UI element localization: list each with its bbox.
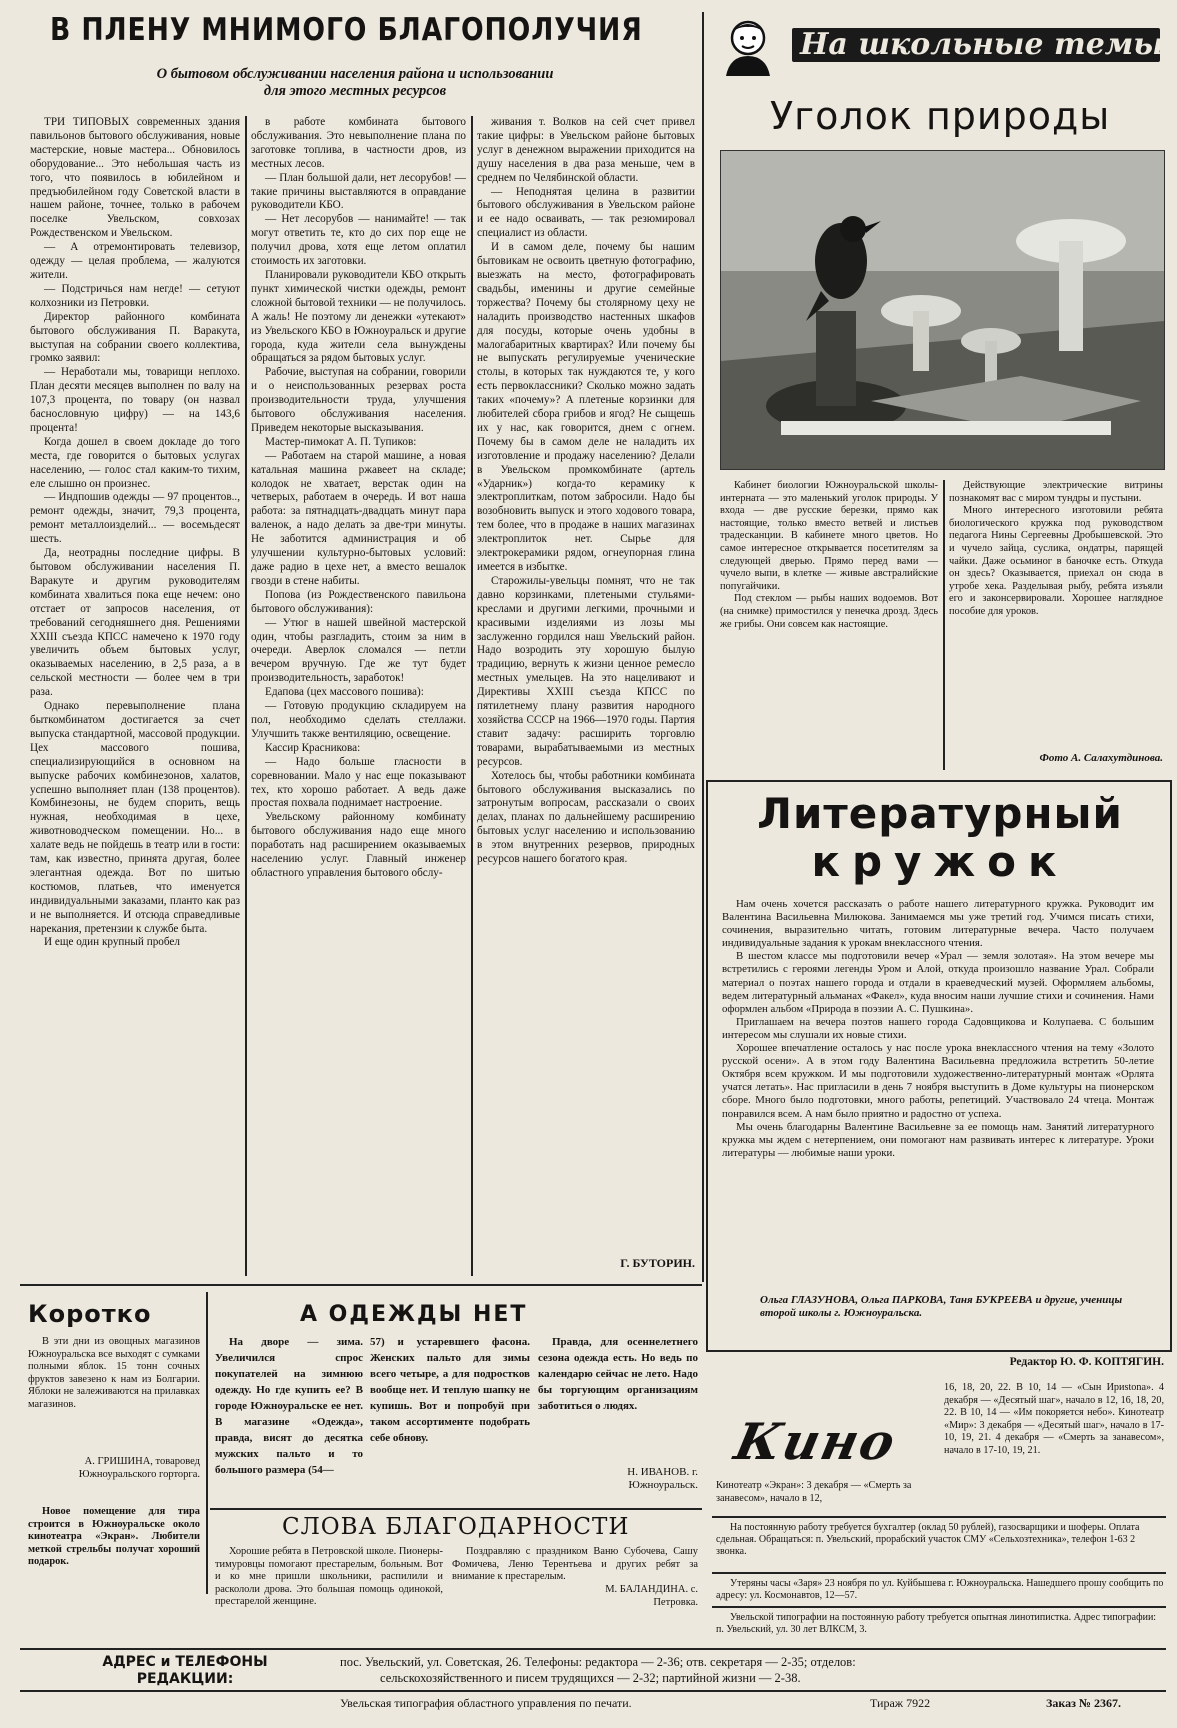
main-article-paragraph: — Неподнятая целина в развитии бытового обслуживания в Увельском районе и ее надо осваивать, — так резюмировал специалист из области. — [477, 185, 695, 240]
footer-circulation: Тираж 7922 — [870, 1696, 931, 1710]
footer-printer: Увельская типография областного управления по печати. — [340, 1696, 632, 1710]
footer-label-1: АДРЕС и ТЕЛЕФОНЫ — [102, 1654, 268, 1670]
footer-label-2: РЕДАКЦИИ: — [136, 1671, 234, 1687]
ad-lost-watch: Утеряны часы «Заря» 23 ноября по ул. Куйбышева г. Южноуральска. Нашедшего прошу сообщить по адресу: ул. Космонавтов, 12—57. — [716, 1578, 1164, 1601]
section-divider — [702, 12, 704, 1282]
footer-divider — [20, 1648, 1166, 1650]
main-article-paragraph: — План большой дали, нет лесорубов! — такие причины выставляются в оправдание руководители КБО. — [251, 171, 466, 212]
clothes-column-1 — [215, 1334, 363, 1500]
clothes-signature: Н. ИВАНОВ. г. Южноуральск. — [627, 1466, 698, 1491]
gratitude-title: СЛОВА БЛАГОДАРНОСТИ — [282, 1514, 630, 1540]
main-article-paragraph: Мастер-пимокат А. П. Тупиков: — [265, 435, 417, 448]
ads-divider — [712, 1516, 1166, 1518]
main-article-paragraph: — А отремонтировать телевизор, одежду — целая проблема, — жалуются жители. — [30, 241, 240, 281]
clothes-column-2 — [370, 1334, 530, 1500]
column-divider — [471, 116, 473, 1276]
column-divider — [943, 480, 945, 770]
literary-circle-text — [722, 898, 1154, 1306]
korotko-item-1 — [28, 1336, 200, 1452]
main-article-column-2 — [251, 116, 466, 1272]
gratitude-text-2: Поздравляю с праздником Ваню Субочева, Сашу Фомичева, Леню Терентьева и других ребят за внимание к престарелым. — [452, 1546, 698, 1583]
literary-circle-paragraph: Приглашаем на вечера поэтов нашего города Садовщикова и Колупаева. С большим интересом мы слушали их новые стихи. — [722, 1015, 1154, 1041]
main-article-subtitle — [40, 66, 670, 100]
subtitle-line-2: для этого местных ресурсов — [263, 83, 447, 99]
main-article-paragraph: — Утюг в нашей швейной мастерской один, чтобы разгладить, стоим за ним в очереди. Аверлок сломался — петли вечером вручную. Где же тут будет производительность, заработок! — [251, 616, 466, 685]
main-article-paragraph: — Подстричься нам негде! — сетуют колхозники из Петровки. — [30, 282, 240, 309]
nature-corner-photo — [720, 150, 1165, 470]
main-article-paragraph: Планировали руководители КБО открыть пункт химической чистки одежды, ремонт сложной бытовой техники — не получилось. А жаль! Не поэтому ли денежки «утекают» из Увельского КБО в Южноуральск и другие города, куда жители села вынуждены обращаться за рядом бытовых услуг. — [251, 268, 466, 365]
footer-address — [340, 1654, 1164, 1686]
nature-corner-paragraph: Кабинет биологии Южноуральской школы-интерната — это маленький уголок природы. У входа — две русские березки, прямо как настоящие, только вместо ветвей и листьев традесканции. В кабинете много цветов. Но самое интересное открывается посетителям за следующей дверью. Прямо перед вами — чучело выпи, в клетке — живые австралийские попугайчики. — [720, 480, 938, 592]
main-article-paragraph: живания т. Волков на сей счет привел такие цифры: в Увельском районе бытовых услуг в денежном выражении приходится на душу населения в два раза меньше, чем в среднем по Челябинской области. — [477, 116, 695, 184]
clothes-article-title: А ОДЕЖДЫ НЕТ — [300, 1302, 528, 1327]
nature-corner-paragraph: Действующие электрические витрины познакомят вас с миром тундры и пустыни. — [949, 480, 1163, 504]
editor-line: Редактор Ю. Ф. КОПТЯГИН. — [1009, 1356, 1164, 1368]
main-article-paragraph: — Надо больше гласности в соревновании. Мало у нас еще показывают тех, кто хорошо работает. А ведь даже простая похвала поднимает настроение. — [251, 755, 466, 810]
ads-divider — [712, 1572, 1166, 1574]
nature-corner-paragraph: Под стеклом — рыбы наших водоемов. Вот (на снимке) примостился у пенечка дрозд. Здесь же грибы. Они совсем как настоящие. — [720, 593, 938, 630]
main-article-paragraph: Да, неотрадны последние цифры. В бытовом обслуживании населения П. Варакуте и другим руководителям комбината хвалиться пока еще нечем: оно отстает от запросов населения, от требований сегодняшнего дня. Решениями XXIII съезда КПСС намечено к 1970 году увеличить объем бытовых услуг, оказываемых населению, в 2,5 раза, а в сельской местности — более чем в три раза. — [30, 547, 240, 699]
main-article-paragraph: Хотелось бы, чтобы работники комбината бытового обслуживания высказались по затронутым вопросам, рассказали о своих делах, планах по дальнейшему расширению бытовых услуг населению и использованию в этом внутренних резервов, природных ресурсов нашего богатого края. — [477, 769, 695, 866]
korotko-text-2: Новое помещение для тира строится в Южноуральске около кинотеатра «Экран». Любители меткой стрельбы получат хороший подарок. — [28, 1506, 200, 1568]
footer-line-2: сельскохозяйственного и писем трудящихся — 2-32; партийной жизни — 2-38. — [380, 1671, 801, 1685]
gratitude-signature: М. БАЛАНДИНА. с. Петровка. — [605, 1584, 698, 1608]
main-article-paragraph: — Работаем на старой машине, а новая катальная машина ржавеет на складе; колодок не хватает, верстак один на четверых, работаем в очередь. И вот наша работа: за пятнадцать-двадцать минут пара валенок, а надо делать за две-три минуты. Не заботится администрация и об улучшении культурно-бытовых условий: даже радио в цехе нет, а вместо вешалок гвозди в стене набиты. — [251, 449, 466, 587]
main-article-paragraph: — Индпошив одежды — 97 процентов.., ремонт одежды, значит, 79,3 процента, ремонт металлоизделий... — восемьдесят шесть. — [30, 491, 240, 546]
nature-corner-paragraph: Много интересного изготовили ребята биологического кружка под руководством педагога Нины Сергеевны Дробышевской. Это и чучело зайца, суслика, ондатры, парящей чайки. Даже осьминог в баночке есть. Откуда он здесь? Оказывается, приехал он сюда в утробе хека. Разделывая рыбу, ребята изъяли его и законсервировали. Хорошее наглядное пособие для уроков. — [949, 505, 1163, 617]
thrush-bird-on-stump-photo-icon — [721, 151, 1164, 469]
korotko-text-1: В эти дни из овощных магазинов Южноуральска все выходят с сумками полными яблок. 15 тонн сочных фруктов завезено к нам из Болгарии. Яблоки не залеживаются на прилавках магазинов. — [28, 1336, 200, 1410]
ad-job-accountant: На постоянную работу требуется бухгалтер (оклад 50 рублей), газосварщики и шоферы. Оплата сдельная. Обращаться: п. Увельский, прорабский участок СМУ «Сельхозтехника», телефон 1-63 2 звонка. — [716, 1522, 1140, 1557]
footer-order-number: Заказ № 2367. — [1046, 1696, 1121, 1710]
main-article-paragraph: Директор районного комбината бытового обслуживания П. Варакута, выступая на собрании своего коллектива, громко заявил: — [30, 310, 240, 365]
literary-circle-title — [720, 790, 1160, 886]
clothes-text-3: Правда, для осеннелетнего сезона одежда есть. Но ведь по календарю сейчас не лето. Надо бы торгующим организациям заботиться о людях. — [538, 1336, 698, 1412]
korotko-title: Коротко — [28, 1300, 152, 1328]
literary-circle-signature: Ольга ГЛАЗУНОВА, Ольга ПАРКОВА, Таня БУКРЕЕВА и другие, ученицы второй школы г. Южноуральска. — [760, 1294, 1123, 1319]
main-article-paragraph: Однако перевыполнение плана быткомбинатом достигается за счет выпуска стандартной, массовой продукции. Цех массового пошива, специализирующийся в основном на выпуске рабочих комбинезонов, халатов, успешно выполняет план (138 процентов). Комбинезоны, не будем спорить, вещь нужная, необходимая в цехе, животноводческом помещении. Но... в халате ведь не пойдешь в театр или в гости: там, как известно, принята другая, более элегантная одежда. Вот по шитью костюмов, платьев, что именуется индивидуальными заказами, планто как раз и не выполняется. И отсюда справедливые нарекания, претензии к службе быта. — [30, 700, 240, 935]
gratitude-text-1: Хорошие ребята в Петровской школе. Пионеры-тимуровцы помогают престарелым, больным. Вот и ко мне пришли школьники, распилили и раскололи дрова. Это большая помощь одинокой, престарелой женщине. — [215, 1546, 443, 1608]
gratitude-column-1 — [215, 1546, 443, 1608]
literary-circle-paragraph: В шестом классе мы подготовили вечер «Урал — земля золотая». На этом вечере мы встретились с героями легенды Уром и Алой, откуда произошло название Урал. Собрали материал о поэтах нашего города и отдали в краеведческий музей. Оформляем альбомы, ведем литературный альманах «Факел», куда вносим наши лучшие стихи и сочинения. Нами оформлен альбом «Природа в поэзии А. С. Пушкина». — [722, 950, 1154, 1015]
main-article-paragraph: ТРИ ТИПОВЫХ современных здания павильонов бытового обслуживания, новые мастерские, новые мастера... Обновилось оборудование... Это небольшая часть из того, что появилось в юбилейном и предъюбилейном году Советской власти в нашем районе, точнее, только в рабочем поселке Увельском, совхозах Рождественском и Увельском. — [30, 116, 240, 240]
nature-corner-text-left — [720, 480, 938, 770]
ads-divider — [712, 1606, 1166, 1608]
main-article-paragraph: И еще один крупный пробел — [44, 936, 180, 949]
korotko-item-2 — [28, 1506, 200, 1590]
footer-address-label — [40, 1654, 330, 1688]
column-divider — [245, 116, 247, 1276]
kino-logo: Кино — [729, 1412, 902, 1471]
main-article-paragraph: Когда дошел в своем докладе до того места, где говорится о бытовых услугах населению, — голос стал каким-то тихим, еле слышно он произнес. — [30, 435, 240, 490]
main-article-column-1 — [30, 116, 240, 1272]
school-rubric-title: На школьные темы — [792, 28, 1160, 62]
clothes-text-1: На дворе — зима. Увеличился спрос покупателей на зимнюю одежду. Но где купить ее? В городе Южноуральске ее нет. В магазине «Одежда», правда, висят до десятка мужских пальто и то большого размера (54— — [215, 1336, 363, 1476]
main-article-paragraph: — Нет лесорубов — нанимайте! — так могут ответить те, кто до сих пор еще не получил дрова, хотя еще летом оплатил стоимость их заготовки. — [251, 213, 466, 268]
subtitle-line-1: О бытовом обслуживании населения района и использовании — [156, 66, 554, 82]
main-article-paragraph: в работе комбината бытового обслуживания. Это невыполнение плана по заготовке топлива, в частности дров, из местных лесов. — [251, 116, 466, 170]
photo-credit: Фото А. Салахутдинова. — [1039, 752, 1163, 764]
main-article-title: В ПЛЕНУ МНИМОГО БЛАГОПОЛУЧИЯ — [50, 12, 643, 48]
literary-title-line-2: кружок — [811, 837, 1069, 886]
main-article-signature: Г. БУТОРИН. — [620, 1256, 695, 1270]
section-divider-horizontal — [20, 1284, 702, 1286]
main-article-paragraph: Едапова (цех массового пошива): — [265, 686, 424, 699]
clothes-text-2: 57) и устаревшего фасона. Женских пальто для зимы всего четыре, а для подростков вообще нет. И теплую шапку не купишь. Вот и попробуй при таком ассортименте подобрать себе обнову. — [370, 1336, 530, 1444]
column-divider — [206, 1292, 208, 1594]
korotko-signature-1: А. ГРИШИНА, товаровед Южноуральского горторга. — [78, 1456, 200, 1480]
nature-corner-title: Уголок природы — [770, 94, 1111, 138]
main-article-paragraph: И в самом деле, почему бы нашим бытовикам не освоить цветную фотографию, выезжать на место, фотографировать свадьбы, именины и другие семейные торжества? Почему бы столярному цеху не наладить производство настенных шкафов для посуды, которые очень удобны в малогабаритных квартирах? Или почему бы не выпускать регулируемые ученические столы, в которых так нуждаются те, у кого есть первоклассники? Сколько можно задать таких «почему»? А плетеные корзинки для любителей сбора грибов и ягод? Не сыщешь их у нас, как говорится, днем с огнем. Почему бы в самом деле не наладить их изготовление и продажу населению? Делали в Увельском промкомбинате (артель «Ударник») когда-то керамику к электроплиткам, потом забросили. Надо бы возобновить выпуск и этого ходового товара, тем более, что в продаже в наших магазинах электроплиток нет. Сырье для электрокерамики рядом, огнеупорная глина имеется в избытке. — [477, 241, 695, 573]
footer-line-1: пос. Увельский, ул. Советская, 26. Телефоны: редактора — 2-36; отв. секретаря — 2-35; отделов: — [340, 1655, 856, 1669]
schoolboy-drawing-icon — [716, 14, 786, 76]
nature-corner-text-right — [949, 480, 1163, 755]
literary-title-line-1: Литературный — [757, 789, 1123, 838]
kino-ekran-schedule: Кинотеатр «Экран»: 3 декабря — «Смерть за занавесом», начало в 12, — [716, 1480, 912, 1504]
gratitude-column-2 — [452, 1546, 698, 1586]
footer-divider — [20, 1690, 1166, 1692]
main-article-paragraph: — Неработали мы, товарищи неплохо. План десяти месяцев выполнен по валу на 107,3 процента, по товару (он назвал баснословную цифру) — на 143,6 процента! — [30, 366, 240, 434]
section-divider-horizontal — [210, 1508, 702, 1510]
ad-printer-job: Увельской типографии на постоянную работу требуется опытная линотипистка. Адрес типографии: п. Увельский, ул. 30 лет ВЛКСМ, 3. — [716, 1612, 1157, 1635]
main-article-paragraph: Увельскому районному комбинату бытового обслуживания надо еще много поработать над расширением оказываемых населению услуг. Главный инженер областного управления бытового обслу- — [251, 811, 466, 879]
main-article-paragraph: Рабочие, выступая на собрании, говорили и о неиспользованных резервах роста производительности труда, улучшения бытового обслуживания населения. Приведем некоторые высказывания. — [251, 366, 466, 434]
literary-circle-paragraph: Мы очень благодарны Валентине Васильевне за ее помощь нам. Занятий литературного кружка мы ждем с нетерпением, они помогают нам развивать интерес к литературе. Уроки литературы — любимые наши уроки. — [722, 1120, 1154, 1159]
kino-right-schedule: 16, 18, 20, 22. В 10, 14 — «Сын Ириstona». 4 декабря — «Десятый шаг», начало в 12, 16, 18, 20, 22. В 10, 14 — «Им покоряется небо». Кинотеатр «Мир»: 3 декабря — «Десятый шаг», начало в 17-10, 19, 21. 4 декабря — «Смерть за занавесом», начало в 17-10, 19, 21. — [944, 1382, 1164, 1456]
main-article-paragraph: — Готовую продукцию складируем на пол, необходимо сделать стеллажи. Улучшить также вентиляцию, освещение. — [251, 700, 466, 740]
main-article-paragraph: Кассир Красникова: — [265, 741, 361, 754]
literary-circle-paragraph: Хорошее впечатление осталось у нас после урока внеклассного чтения на тему «Золото русской осени». А в этом году Валентина Васильевна предложила встретить 50-летие Октября всем кружком. И мы подготовили художественно-литературный монтаж «Орлята учатся летать». Нас пригласили в день 7 ноября выступить в Доме культуры на пионерском сборе. Много было подготовки, много работы, репетиций. Участвовало 24 чтеца. Монтаж понравился всем. А нам было приятно и радостно от успеха. — [722, 1042, 1154, 1120]
main-article-paragraph: Старожилы-увельцы помнят, что не так давно корзинками, плетеными стульями-креслами и другими легкими, прочными и красивыми изделиями из лозы мы заслуженно гордился наш Увельский район. Надо возродить эту хорошую былую традицию, вернуть к жизни ценное ремесло местных умельцев. На это нацеливают и Директивы XXIII съезда КПСС по пятилетнему плану развития народного хозяйства СССР на 1966—1970 годы. Партия ставит задачу: расширить торговлю товарами, вырабатываемыми из местных ресурсов. — [477, 574, 695, 768]
clothes-column-3 — [538, 1334, 698, 1444]
main-article-column-3 — [477, 116, 695, 1248]
literary-circle-paragraph: Нам очень хочется рассказать о работе нашего литературного кружка. Руководит им Валентина Васильевна Милюкова. Занимаемся мы уже третий год. Учимся писать стихи, сочинения, выразительно читать, готовим литературные вечера. Часто получаем индивидуальные задания к урокам внеклассного чтения. — [722, 898, 1154, 950]
school-rubric-banner — [716, 14, 1164, 78]
main-article-paragraph: Попова (из Рождественского павильона бытового обслуживания): — [251, 588, 466, 615]
